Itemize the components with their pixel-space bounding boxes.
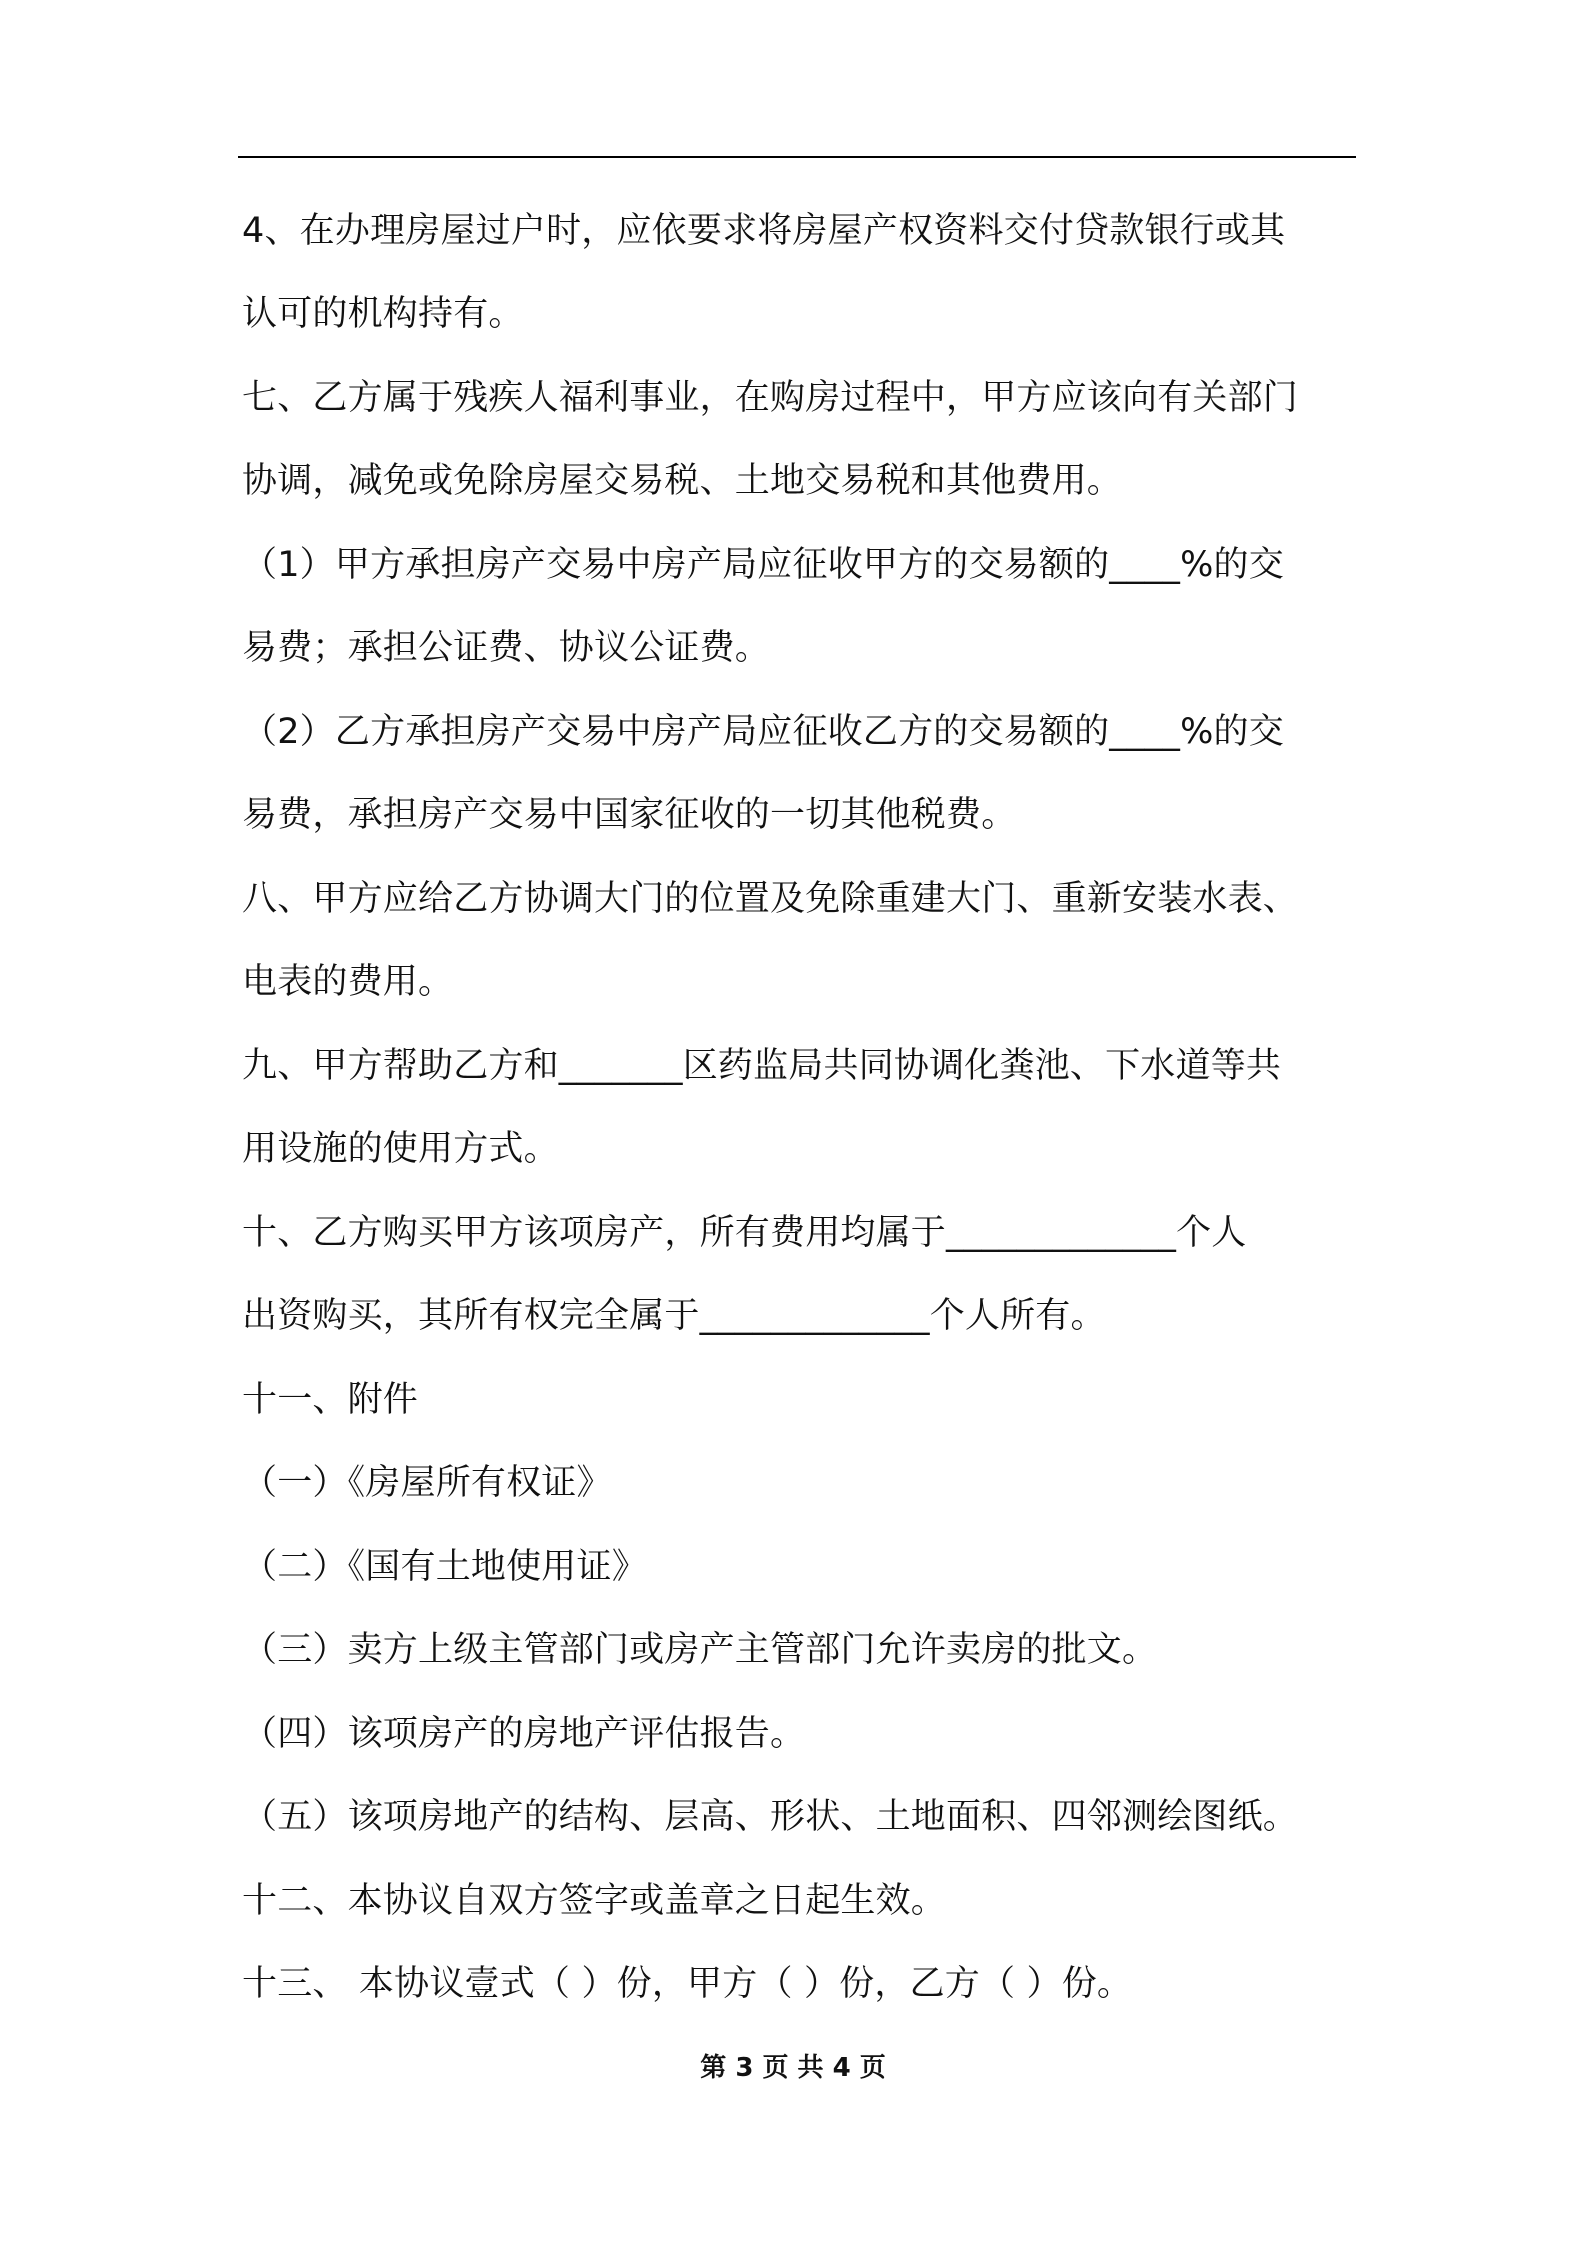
clause-7-line-2: 协调，减免或免除房屋交易税、土地交易税和其他费用。 [242,461,1123,501]
clause-4-line-2: 认可的机构持有。 [242,294,524,334]
clause-9-line-2: 用设施的使用方式。 [242,1129,559,1169]
clause-10-line-2: 出资购买，其所有权完全属于_____________个人所有。 [242,1296,1106,1336]
clause-9-line-1: 九、甲方帮助乙方和_______区药监局共同协调化粪池、下水道等共 [242,1046,1282,1086]
clause-7-1-line-2: 易费；承担公证费、协议公证费。 [242,628,771,668]
clause-12: 十二、本协议自双方签字或盖章之日起生效。 [242,1881,947,1921]
clause-7-1-line-1: （1）甲方承担房产交易中房产局应征收甲方的交易额的____%的交 [242,545,1284,585]
clause-7-2-line-2: 易费，承担房产交易中国家征收的一切其他税费。 [242,795,1017,835]
clause-11-heading: 十一、附件 [242,1380,419,1420]
attachment-item-2: （二）《国有土地使用证》 [242,1547,647,1587]
attachment-item-1: （一）《房屋所有权证》 [242,1463,612,1503]
attachment-item-5: （五）该项房地产的结构、层高、形状、土地面积、四邻测绘图纸。 [242,1797,1299,1837]
header-rule [238,156,1356,158]
attachment-item-4: （四）该项房产的房地产评估报告。 [242,1714,806,1754]
clause-8-line-1: 八、甲方应给乙方协调大门的位置及免除重建大门、重新安装水表、 [242,879,1299,919]
clause-7-2-line-1: （2）乙方承担房产交易中房产局应征收乙方的交易额的____%的交 [242,712,1284,752]
clause-7-line-1: 七、乙方属于残疾人福利事业，在购房过程中，甲方应该向有关部门 [242,378,1299,418]
page-number-footer: 第 3 页 共 4 页 [700,2053,886,2083]
clause-8-line-2: 电表的费用。 [242,962,454,1002]
attachment-item-3: （三）卖方上级主管部门或房产主管部门允许卖房的批文。 [242,1630,1158,1670]
clause-13: 十三、 本协议壹式（ ）份，甲方（ ）份，乙方（ ）份。 [242,1964,1133,2004]
clause-10-line-1: 十、乙方购买甲方该项房产，所有费用均属于_____________个人 [242,1213,1247,1253]
clause-4-line-1: 4、在办理房屋过户时，应依要求将房屋产权资料交付贷款银行或其 [242,211,1286,251]
